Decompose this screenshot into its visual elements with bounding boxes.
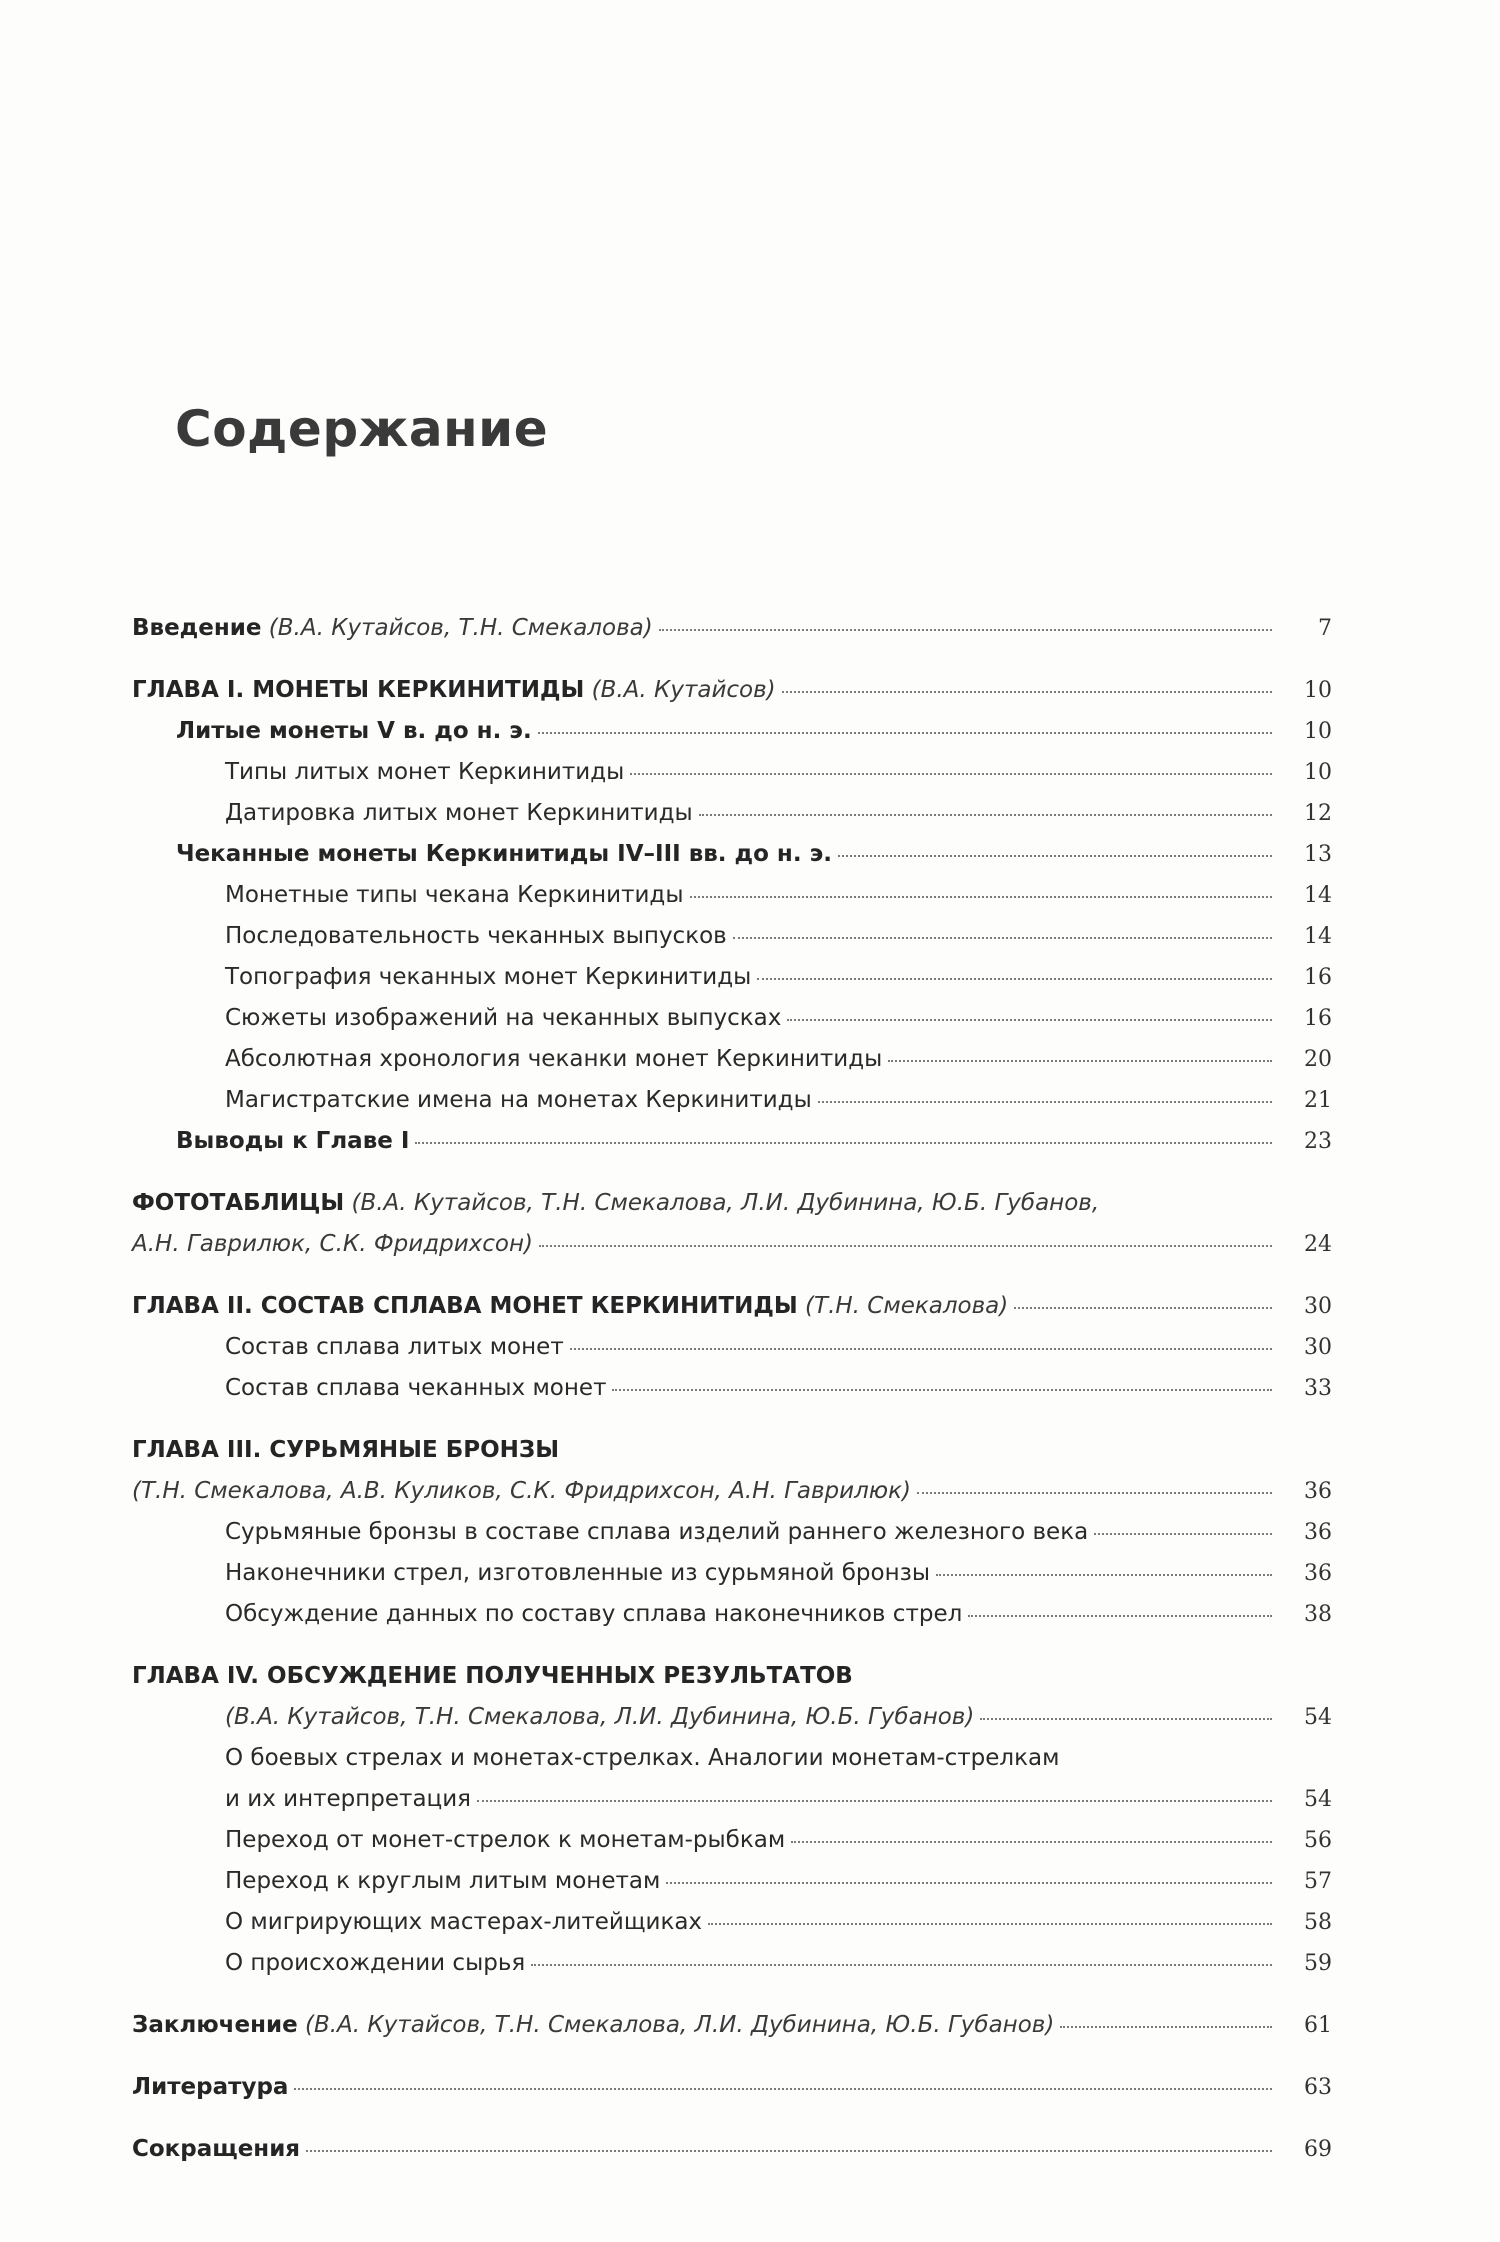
- dot-leader: [690, 896, 1273, 898]
- toc-page-number: 16: [1304, 965, 1332, 990]
- toc-entry-chapter-1-conclusions[interactable]: [132, 1121, 1332, 1162]
- toc-entry-abbreviations[interactable]: [132, 2129, 1332, 2170]
- toc-entry-title: Магистратские имена на монетах Керкинитиды: [225, 1087, 812, 1113]
- toc-entry-struck-chronology[interactable]: [132, 1039, 1332, 1080]
- toc-page-number: 63: [1304, 2075, 1332, 2100]
- dot-leader: [818, 1101, 1272, 1103]
- dot-leader: [838, 855, 1272, 857]
- toc-page-number: 10: [1304, 760, 1332, 785]
- dot-leader: [757, 978, 1272, 980]
- toc-page-number: 10: [1304, 719, 1332, 744]
- dot-leader: [733, 937, 1272, 939]
- dot-leader: [708, 1923, 1272, 1925]
- toc-entry-struck-names[interactable]: [132, 1080, 1332, 1121]
- toc-entry-title: Сурьмяные бронзы в составе сплава изделий раннего железного века: [225, 1519, 1089, 1545]
- toc-entry-title: Заключение (В.А. Кутайсов, Т.Н. Смекалова, Л.И. Дубинина, Ю.Б. Губанов): [132, 2012, 1055, 2038]
- toc-entry-title: Сюжеты изображений на чеканных выпусках: [225, 1005, 782, 1031]
- toc-entry-title: Сокращения: [132, 2136, 301, 2162]
- toc-entry-title: Переход от монет-стрелок к монетам-рыбкам: [225, 1827, 786, 1853]
- toc-page-number: 30: [1304, 1294, 1332, 1319]
- toc-entry-ch4-round[interactable]: [132, 1861, 1332, 1902]
- toc-entry-ch3-discussion[interactable]: [132, 1594, 1332, 1635]
- toc-page-number: 12: [1304, 801, 1332, 826]
- toc-page-number: 61: [1304, 2013, 1332, 2038]
- dot-leader: [539, 1245, 1272, 1247]
- toc-entry-cast-dating[interactable]: [132, 793, 1332, 834]
- toc-entry-phototables-line-1[interactable]: [132, 1183, 1332, 1224]
- dot-leader: [1060, 2026, 1272, 2028]
- toc-entry-struck-types[interactable]: [132, 875, 1332, 916]
- toc-page-number: 36: [1304, 1479, 1332, 1504]
- toc-entry-title: ГЛАВА I. МОНЕТЫ КЕРКИНИТИДЫ (В.А. Кутайсов): [132, 677, 776, 703]
- dot-leader: [1094, 1533, 1272, 1535]
- toc-entry-conclusion[interactable]: [132, 2005, 1332, 2046]
- dot-leader: [888, 1060, 1272, 1062]
- dot-leader: [936, 1574, 1272, 1576]
- toc-entry-literature[interactable]: [132, 2067, 1332, 2108]
- toc-entry-struck-coins[interactable]: [132, 834, 1332, 875]
- toc-entry-title: ГЛАВА IV. ОБСУЖДЕНИЕ ПОЛУЧЕННЫХ РЕЗУЛЬТАТОВ: [132, 1663, 853, 1689]
- toc-entry-title: (Т.Н. Смекалова, А.В. Куликов, С.К. Фридрихсон, А.Н. Гаврилюк): [132, 1478, 912, 1504]
- dot-leader: [666, 1882, 1272, 1884]
- toc-page-number: 13: [1304, 842, 1332, 867]
- toc-page-number: 69: [1304, 2137, 1332, 2162]
- toc-page-number: 30: [1304, 1335, 1332, 1360]
- toc-entry-title: (В.А. Кутайсов, Т.Н. Смекалова, Л.И. Дубинина, Ю.Б. Губанов): [225, 1704, 975, 1730]
- toc-entry-chapter-3-line-1[interactable]: [132, 1430, 1332, 1471]
- toc-entry-chapter-3-line-2[interactable]: [132, 1471, 1332, 1512]
- dot-leader: [531, 1964, 1272, 1966]
- toc-page-number: 57: [1304, 1869, 1332, 1894]
- dot-leader: [415, 1142, 1272, 1144]
- toc-page-number: 59: [1304, 1951, 1332, 1976]
- dot-leader: [630, 773, 1272, 775]
- toc-page-number: 21: [1304, 1088, 1332, 1113]
- toc-entry-ch4-arrows-line-1[interactable]: [132, 1738, 1332, 1779]
- toc-entry-title: ФОТОТАБЛИЦЫ (В.А. Кутайсов, Т.Н. Смекалова, Л.И. Дубинина, Ю.Б. Губанов,: [132, 1190, 1100, 1216]
- toc-entry-title: Литература: [132, 2074, 289, 2100]
- toc-entry-title: Переход к круглым литым монетам: [225, 1868, 661, 1894]
- dot-leader: [659, 629, 1272, 631]
- toc-entry-title: ГЛАВА II. СОСТАВ СПЛАВА МОНЕТ КЕРКИНИТИДЫ (Т.Н. Смекалова): [132, 1293, 1009, 1319]
- toc-entry-title: Выводы к Главе I: [176, 1128, 410, 1154]
- toc-entry-ch4-fish[interactable]: [132, 1820, 1332, 1861]
- toc-page-number: 54: [1304, 1705, 1332, 1730]
- toc-page-number: 58: [1304, 1910, 1332, 1935]
- toc-entry-title: Наконечники стрел, изготовленные из сурьмяной бронзы: [225, 1560, 931, 1586]
- toc-page-number: 7: [1318, 616, 1332, 641]
- page-title: Содержание: [175, 400, 549, 458]
- toc-entry-chapter-1[interactable]: [132, 670, 1332, 711]
- toc-entry-title: А.Н. Гаврилюк, С.К. Фридрихсон): [132, 1231, 534, 1257]
- toc-entry-ch3-antimony-alloy[interactable]: [132, 1512, 1332, 1553]
- toc-page-number: 36: [1304, 1520, 1332, 1545]
- toc-entry-struck-sequence[interactable]: [132, 916, 1332, 957]
- dot-leader: [980, 1718, 1272, 1720]
- dot-leader: [1014, 1307, 1272, 1309]
- toc-entry-ch2-struck-alloy[interactable]: [132, 1368, 1332, 1409]
- toc-page-number: 10: [1304, 678, 1332, 703]
- toc-entry-title: Введение (В.А. Кутайсов, Т.Н. Смекалова): [132, 615, 653, 641]
- dot-leader: [477, 1800, 1272, 1802]
- toc-entry-struck-topography[interactable]: [132, 957, 1332, 998]
- toc-page-number: 20: [1304, 1047, 1332, 1072]
- toc-entry-chapter-4-line-2[interactable]: [132, 1697, 1332, 1738]
- toc-entry-title: Абсолютная хронология чеканки монет Керкинитиды: [225, 1046, 883, 1072]
- dot-leader: [782, 691, 1272, 693]
- toc-entry-title: О мигрирующих мастерах-литейщиках: [225, 1909, 703, 1935]
- toc-entry-title: Обсуждение данных по составу сплава наконечников стрел: [225, 1601, 963, 1627]
- toc-entry-title: Литые монеты V в. до н. э.: [176, 718, 532, 744]
- toc-entry-title: О боевых стрелах и монетах-стрелках. Аналогии монетам-стрелкам: [225, 1745, 1060, 1771]
- toc-entry-ch4-masters[interactable]: [132, 1902, 1332, 1943]
- table-of-contents: [132, 608, 1332, 2170]
- toc-entry-phototables-line-2[interactable]: [132, 1224, 1332, 1265]
- toc-page-number: 36: [1304, 1561, 1332, 1586]
- dot-leader: [968, 1615, 1272, 1617]
- dot-leader: [612, 1389, 1272, 1391]
- toc-entry-ch3-arrowheads[interactable]: [132, 1553, 1332, 1594]
- toc-entry-title: Датировка литых монет Керкинитиды: [225, 800, 693, 826]
- toc-entry-title: Топография чеканных монет Керкинитиды: [225, 964, 752, 990]
- toc-entry-title: Монетные типы чекана Керкинитиды: [225, 882, 684, 908]
- dot-leader: [306, 2150, 1272, 2152]
- dot-leader: [699, 814, 1272, 816]
- toc-page-number: 56: [1304, 1828, 1332, 1853]
- dot-leader: [787, 1019, 1272, 1021]
- dot-leader: [294, 2088, 1272, 2090]
- toc-page-number: 38: [1304, 1602, 1332, 1627]
- toc-entry-title: ГЛАВА III. СУРЬМЯНЫЕ БРОНЗЫ: [132, 1437, 560, 1463]
- toc-page-number: 23: [1304, 1129, 1332, 1154]
- toc-entry-intro[interactable]: [132, 608, 1332, 649]
- toc-entry-title: Последовательность чеканных выпусков: [225, 923, 727, 949]
- toc-page-number: 54: [1304, 1787, 1332, 1812]
- toc-entry-title: Типы литых монет Керкинитиды: [225, 759, 625, 785]
- toc-entry-cast-coins[interactable]: [132, 711, 1332, 752]
- dot-leader: [917, 1492, 1272, 1494]
- toc-page-number: 14: [1304, 883, 1332, 908]
- toc-entry-cast-types[interactable]: [132, 752, 1332, 793]
- toc-entry-ch4-arrows-line-2[interactable]: [132, 1779, 1332, 1820]
- dot-leader: [570, 1348, 1272, 1350]
- toc-page-number: 24: [1304, 1232, 1332, 1257]
- dot-leader: [791, 1841, 1272, 1843]
- toc-entry-chapter-4-line-1[interactable]: [132, 1656, 1332, 1697]
- toc-page-number: 16: [1304, 1006, 1332, 1031]
- toc-page-number: 14: [1304, 924, 1332, 949]
- toc-entry-title: и их интерпретация: [225, 1786, 471, 1812]
- toc-entry-struck-plots[interactable]: [132, 998, 1332, 1039]
- toc-entry-title: О происхождении сырья: [225, 1950, 526, 1976]
- toc-entry-chapter-2[interactable]: [132, 1286, 1332, 1327]
- toc-entry-title: Состав сплава литых монет: [225, 1334, 564, 1360]
- toc-entry-title: Чеканные монеты Керкинитиды IV–III вв. до н. э.: [176, 841, 832, 867]
- toc-entry-ch4-raw-materials[interactable]: [132, 1943, 1332, 1984]
- toc-page-number: 33: [1304, 1376, 1332, 1401]
- toc-entry-ch2-cast-alloy[interactable]: [132, 1327, 1332, 1368]
- dot-leader: [538, 732, 1272, 734]
- toc-entry-title: Состав сплава чеканных монет: [225, 1375, 607, 1401]
